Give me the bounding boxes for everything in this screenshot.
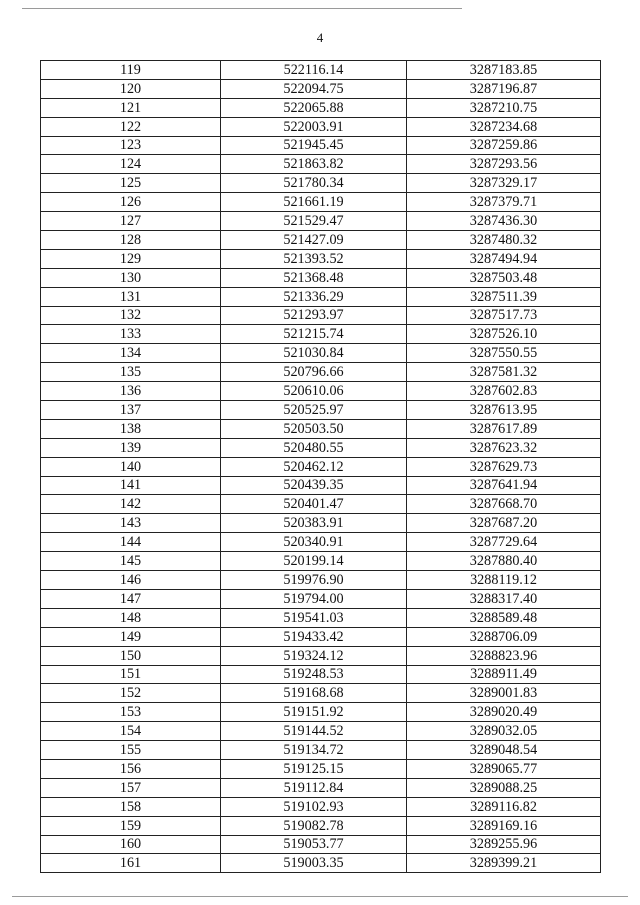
y-coordinate-cell: 3289399.21	[407, 854, 601, 873]
x-coordinate-cell: 520439.35	[221, 476, 407, 495]
y-coordinate-cell: 3288589.48	[407, 608, 601, 627]
coordinates-table-body	[41, 61, 601, 873]
y-coordinate-cell: 3287668.70	[407, 495, 601, 514]
point-number-cell: 157	[41, 778, 221, 797]
y-coordinate-cell: 3287234.68	[407, 117, 601, 136]
y-coordinate-cell: 3287687.20	[407, 514, 601, 533]
x-coordinate-cell: 519112.84	[221, 778, 407, 797]
x-coordinate-cell: 522003.91	[221, 117, 407, 136]
point-number-cell: 155	[41, 741, 221, 760]
table-row	[41, 438, 601, 457]
y-coordinate-cell: 3287183.85	[407, 61, 601, 80]
x-coordinate-cell: 520480.55	[221, 438, 407, 457]
point-number-cell: 154	[41, 722, 221, 741]
point-number-cell: 158	[41, 797, 221, 816]
y-coordinate-cell: 3287517.73	[407, 306, 601, 325]
x-coordinate-cell: 519794.00	[221, 589, 407, 608]
point-number-cell: 149	[41, 627, 221, 646]
y-coordinate-cell: 3287629.73	[407, 457, 601, 476]
point-number-cell: 137	[41, 401, 221, 420]
x-coordinate-cell: 521393.52	[221, 249, 407, 268]
y-coordinate-cell: 3287623.32	[407, 438, 601, 457]
table-row	[41, 344, 601, 363]
table-row	[41, 268, 601, 287]
x-coordinate-cell: 521780.34	[221, 174, 407, 193]
table-row	[41, 231, 601, 250]
table-row	[41, 741, 601, 760]
table-row	[41, 98, 601, 117]
y-coordinate-cell: 3289001.83	[407, 684, 601, 703]
point-number-cell: 144	[41, 533, 221, 552]
x-coordinate-cell: 521215.74	[221, 325, 407, 344]
x-coordinate-cell: 522116.14	[221, 61, 407, 80]
x-coordinate-cell: 520199.14	[221, 552, 407, 571]
y-coordinate-cell: 3287511.39	[407, 287, 601, 306]
y-coordinate-cell: 3287494.94	[407, 249, 601, 268]
y-coordinate-cell: 3287436.30	[407, 212, 601, 231]
y-coordinate-cell: 3289048.54	[407, 741, 601, 760]
x-coordinate-cell: 519102.93	[221, 797, 407, 816]
y-coordinate-cell: 3287617.89	[407, 419, 601, 438]
y-coordinate-cell: 3287259.86	[407, 136, 601, 155]
point-number-cell: 127	[41, 212, 221, 231]
y-coordinate-cell: 3287641.94	[407, 476, 601, 495]
point-number-cell: 124	[41, 155, 221, 174]
top-rule	[22, 8, 462, 9]
table-row	[41, 722, 601, 741]
table-row	[41, 816, 601, 835]
y-coordinate-cell: 3288706.09	[407, 627, 601, 646]
x-coordinate-cell: 519134.72	[221, 741, 407, 760]
y-coordinate-cell: 3289020.49	[407, 703, 601, 722]
table-row	[41, 249, 601, 268]
table-row	[41, 627, 601, 646]
y-coordinate-cell: 3287613.95	[407, 401, 601, 420]
x-coordinate-cell: 519003.35	[221, 854, 407, 873]
point-number-cell: 145	[41, 552, 221, 571]
y-coordinate-cell: 3289032.05	[407, 722, 601, 741]
table-row	[41, 363, 601, 382]
point-number-cell: 125	[41, 174, 221, 193]
table-row	[41, 608, 601, 627]
y-coordinate-cell: 3287503.48	[407, 268, 601, 287]
point-number-cell: 156	[41, 759, 221, 778]
x-coordinate-cell: 522065.88	[221, 98, 407, 117]
point-number-cell: 161	[41, 854, 221, 873]
table-row	[41, 854, 601, 873]
y-coordinate-cell: 3288119.12	[407, 571, 601, 590]
table-row	[41, 287, 601, 306]
x-coordinate-cell: 520340.91	[221, 533, 407, 552]
point-number-cell: 140	[41, 457, 221, 476]
point-number-cell: 136	[41, 382, 221, 401]
x-coordinate-cell: 520401.47	[221, 495, 407, 514]
x-coordinate-cell: 521427.09	[221, 231, 407, 250]
table-row	[41, 835, 601, 854]
x-coordinate-cell: 519082.78	[221, 816, 407, 835]
x-coordinate-cell: 520503.50	[221, 419, 407, 438]
y-coordinate-cell: 3287729.64	[407, 533, 601, 552]
y-coordinate-cell: 3289065.77	[407, 759, 601, 778]
point-number-cell: 132	[41, 306, 221, 325]
point-number-cell: 151	[41, 665, 221, 684]
y-coordinate-cell: 3287581.32	[407, 363, 601, 382]
x-coordinate-cell: 519324.12	[221, 646, 407, 665]
point-number-cell: 152	[41, 684, 221, 703]
point-number-cell: 159	[41, 816, 221, 835]
table-row	[41, 703, 601, 722]
point-number-cell: 147	[41, 589, 221, 608]
table-row	[41, 514, 601, 533]
point-number-cell: 138	[41, 419, 221, 438]
point-number-cell: 142	[41, 495, 221, 514]
point-number-cell: 133	[41, 325, 221, 344]
point-number-cell: 139	[41, 438, 221, 457]
x-coordinate-cell: 520525.97	[221, 401, 407, 420]
y-coordinate-cell: 3287196.87	[407, 79, 601, 98]
table-row	[41, 571, 601, 590]
table-row	[41, 419, 601, 438]
x-coordinate-cell: 519151.92	[221, 703, 407, 722]
x-coordinate-cell: 521863.82	[221, 155, 407, 174]
x-coordinate-cell: 519125.15	[221, 759, 407, 778]
table-row	[41, 797, 601, 816]
x-coordinate-cell: 521293.97	[221, 306, 407, 325]
table-row	[41, 382, 601, 401]
point-number-cell: 134	[41, 344, 221, 363]
x-coordinate-cell: 521336.29	[221, 287, 407, 306]
table-row	[41, 476, 601, 495]
y-coordinate-cell: 3287526.10	[407, 325, 601, 344]
y-coordinate-cell: 3288823.96	[407, 646, 601, 665]
table-row	[41, 778, 601, 797]
x-coordinate-cell: 521030.84	[221, 344, 407, 363]
y-coordinate-cell: 3289255.96	[407, 835, 601, 854]
point-number-cell: 153	[41, 703, 221, 722]
point-number-cell: 143	[41, 514, 221, 533]
y-coordinate-cell: 3288317.40	[407, 589, 601, 608]
point-number-cell: 148	[41, 608, 221, 627]
point-number-cell: 129	[41, 249, 221, 268]
y-coordinate-cell: 3289169.16	[407, 816, 601, 835]
bottom-rule	[12, 896, 628, 897]
x-coordinate-cell: 520610.06	[221, 382, 407, 401]
table-row	[41, 193, 601, 212]
table-row	[41, 61, 601, 80]
point-number-cell: 131	[41, 287, 221, 306]
x-coordinate-cell: 519248.53	[221, 665, 407, 684]
table-row	[41, 665, 601, 684]
table-row	[41, 552, 601, 571]
point-number-cell: 121	[41, 98, 221, 117]
y-coordinate-cell: 3287329.17	[407, 174, 601, 193]
x-coordinate-cell: 519053.77	[221, 835, 407, 854]
x-coordinate-cell: 519541.03	[221, 608, 407, 627]
x-coordinate-cell: 519168.68	[221, 684, 407, 703]
x-coordinate-cell: 521661.19	[221, 193, 407, 212]
point-number-cell: 123	[41, 136, 221, 155]
x-coordinate-cell: 519433.42	[221, 627, 407, 646]
table-row	[41, 495, 601, 514]
page-number: 4	[316, 30, 324, 45]
x-coordinate-cell: 519144.52	[221, 722, 407, 741]
table-row	[41, 401, 601, 420]
y-coordinate-cell: 3287550.55	[407, 344, 601, 363]
point-number-cell: 128	[41, 231, 221, 250]
y-coordinate-cell: 3288911.49	[407, 665, 601, 684]
y-coordinate-cell: 3287379.71	[407, 193, 601, 212]
table-row	[41, 136, 601, 155]
table-row	[41, 646, 601, 665]
table-row	[41, 306, 601, 325]
point-number-cell: 122	[41, 117, 221, 136]
table-row	[41, 155, 601, 174]
point-number-cell: 120	[41, 79, 221, 98]
table-row	[41, 117, 601, 136]
x-coordinate-cell: 519976.90	[221, 571, 407, 590]
point-number-cell: 160	[41, 835, 221, 854]
y-coordinate-cell: 3289116.82	[407, 797, 601, 816]
point-number-cell: 150	[41, 646, 221, 665]
point-number-cell: 126	[41, 193, 221, 212]
table-row	[41, 759, 601, 778]
table-row	[41, 589, 601, 608]
y-coordinate-cell: 3287210.75	[407, 98, 601, 117]
x-coordinate-cell: 520796.66	[221, 363, 407, 382]
y-coordinate-cell: 3289088.25	[407, 778, 601, 797]
table-row	[41, 174, 601, 193]
table-row	[41, 325, 601, 344]
table-row	[41, 533, 601, 552]
point-number-cell: 146	[41, 571, 221, 590]
x-coordinate-cell: 521529.47	[221, 212, 407, 231]
table-row	[41, 457, 601, 476]
y-coordinate-cell: 3287880.40	[407, 552, 601, 571]
x-coordinate-cell: 521368.48	[221, 268, 407, 287]
y-coordinate-cell: 3287293.56	[407, 155, 601, 174]
coordinates-table	[40, 60, 601, 873]
point-number-cell: 141	[41, 476, 221, 495]
point-number-cell: 130	[41, 268, 221, 287]
table-row	[41, 212, 601, 231]
y-coordinate-cell: 3287480.32	[407, 231, 601, 250]
x-coordinate-cell: 520383.91	[221, 514, 407, 533]
table-row	[41, 684, 601, 703]
x-coordinate-cell: 520462.12	[221, 457, 407, 476]
point-number-cell: 135	[41, 363, 221, 382]
x-coordinate-cell: 521945.45	[221, 136, 407, 155]
table-row	[41, 79, 601, 98]
x-coordinate-cell: 522094.75	[221, 79, 407, 98]
point-number-cell: 119	[41, 61, 221, 80]
y-coordinate-cell: 3287602.83	[407, 382, 601, 401]
